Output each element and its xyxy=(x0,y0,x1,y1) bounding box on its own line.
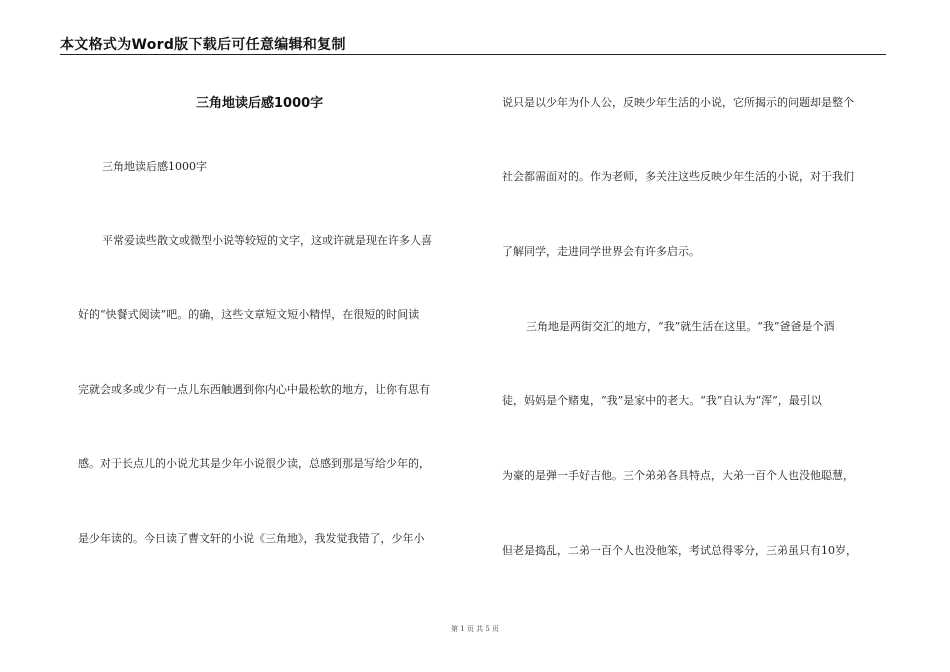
header-banner: 本文格式为Word版下载后可任意编辑和复制 xyxy=(60,37,346,53)
paragraph-line: 感。对于长点儿的小说尤其是少年小说很少读，总感到那是写给少年的， xyxy=(78,457,430,470)
paragraph-line: 三角地读后感1000字 xyxy=(102,160,207,173)
paragraph-line: 是少年读的。今日读了曹文轩的小说《三角地》，我发觉我错了，少年小 xyxy=(78,532,425,545)
paragraph-line: 徒，妈妈是个赌鬼，“我”是家中的老大。“我”自认为“浑”，最引以 xyxy=(502,394,822,407)
paragraph-line: 了解同学，走进同学世界会有许多启示。 xyxy=(502,245,700,258)
paragraph-line: 好的“快餐式阅读”吧。的确，这些文章短文短小精悍，在很短的时间读 xyxy=(78,308,420,321)
paragraph-line: 说只是以少年为仆人公，反映少年生活的小说，它所揭示的问题却是整个 xyxy=(502,96,854,109)
paragraph-line: 但老是捣乱，二弟一百个人也没他笨，考试总得零分，三弟虽只有10岁， xyxy=(502,544,857,557)
paragraph-line: 为豪的是弹一手好吉他。三个弟弟各具特点，大弟一百个人也没他聪慧， xyxy=(502,469,854,482)
document-title: 三角地读后感1000字 xyxy=(196,96,324,111)
paragraph-line: 社会都需面对的。作为老师，多关注这些反映少年生活的小说，对于我们 xyxy=(502,170,854,183)
paragraph-line: 完就会或多或少有一点儿东西触遇到你内心中最松软的地方，让你有思有 xyxy=(78,383,430,396)
page-number-footer: 第 1 页 共 5 页 xyxy=(450,625,500,633)
paragraph-line: 平常爱读些散文或微型小说等较短的文字，这或许就是现在许多人喜 xyxy=(102,234,432,247)
header-divider xyxy=(60,54,886,55)
paragraph-line: 三角地是两街交汇的地方，“我”就生活在这里。“我”爸爸是个酒 xyxy=(526,320,835,333)
